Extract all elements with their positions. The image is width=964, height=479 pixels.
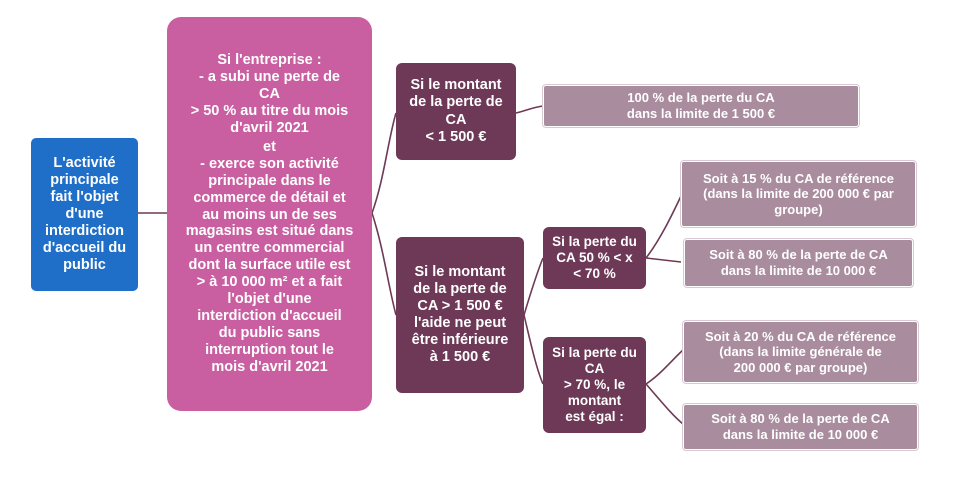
- connector-conditions-branch-high: [372, 213, 396, 315]
- connector-sub-high-result-b: [646, 384, 683, 424]
- sub-high-text: Si la perte du CA > 70 %, le montant est égal :: [552, 345, 637, 424]
- sub-high-result-b-text: Soit à 80 % de la perte de CA dans la limite de 10 000 €: [711, 411, 890, 442]
- connector-branch-high-sub-high: [524, 315, 543, 384]
- conditions-connector-word: et: [263, 138, 276, 155]
- connector-branch-low-result: [516, 106, 543, 113]
- connector-sub-high-result-a: [646, 350, 683, 384]
- root-text: L'activité principale fait l'objet d'une interdiction d'accueil du public: [42, 154, 127, 274]
- branch-low-text: Si le montant de la perte de CA < 1 500 €: [409, 77, 503, 145]
- sub-high-node: [543, 337, 646, 433]
- conditions-node: [167, 17, 372, 411]
- sub-mid-node: [543, 227, 646, 289]
- connector-sub-mid-result-b: [646, 258, 681, 262]
- sub-mid-result-b-text: Soit à 80 % de la perte de CA dans la limite de 10 000 €: [709, 247, 888, 278]
- branch-high-node: [396, 237, 524, 393]
- connector-conditions-branch-low: [372, 113, 396, 213]
- sub-mid-result-a: [681, 161, 916, 227]
- sub-mid-result-a-text: Soit à 15 % du CA de référence (dans la limite de 200 000 € par groupe): [703, 170, 894, 217]
- connector-branch-high-sub-mid: [524, 258, 543, 315]
- root-node: [31, 138, 138, 291]
- sub-high-result-a: [683, 321, 918, 383]
- sub-high-result-a-text: Soit à 20 % du CA de référence (dans la limite générale de 200 000 € par groupe): [705, 328, 896, 375]
- sub-mid-result-b: [684, 239, 913, 287]
- sub-high-result-b: [683, 404, 918, 450]
- conditions-part2: - exerce son activité principale dans le commerce de détail et au moins un de ses magasins est situé dans un centre commercial dont la surface utile est > à 10 000 m² et a fait l'objet d'une interdiction d'accueil du public sans interruption tout le mois d'avril 2021: [185, 155, 354, 376]
- branch-low-node: [396, 63, 516, 160]
- branch-low-result-text: 100 % de la perte du CA dans la limite de 1 500 €: [626, 90, 776, 121]
- sub-mid-text: Si la perte du CA 50 % < x < 70 %: [552, 234, 637, 281]
- connector-sub-mid-result-a: [646, 196, 681, 258]
- branch-low-result: [543, 85, 859, 127]
- branch-high-text: Si le montant de la perte de CA > 1 500 € l'aide ne peut être inférieure à 1 500 €: [411, 263, 509, 366]
- conditions-part1: Si l'entreprise : - a subi une perte de CA > 50 % au titre du mois d'avril 2021: [190, 51, 349, 136]
